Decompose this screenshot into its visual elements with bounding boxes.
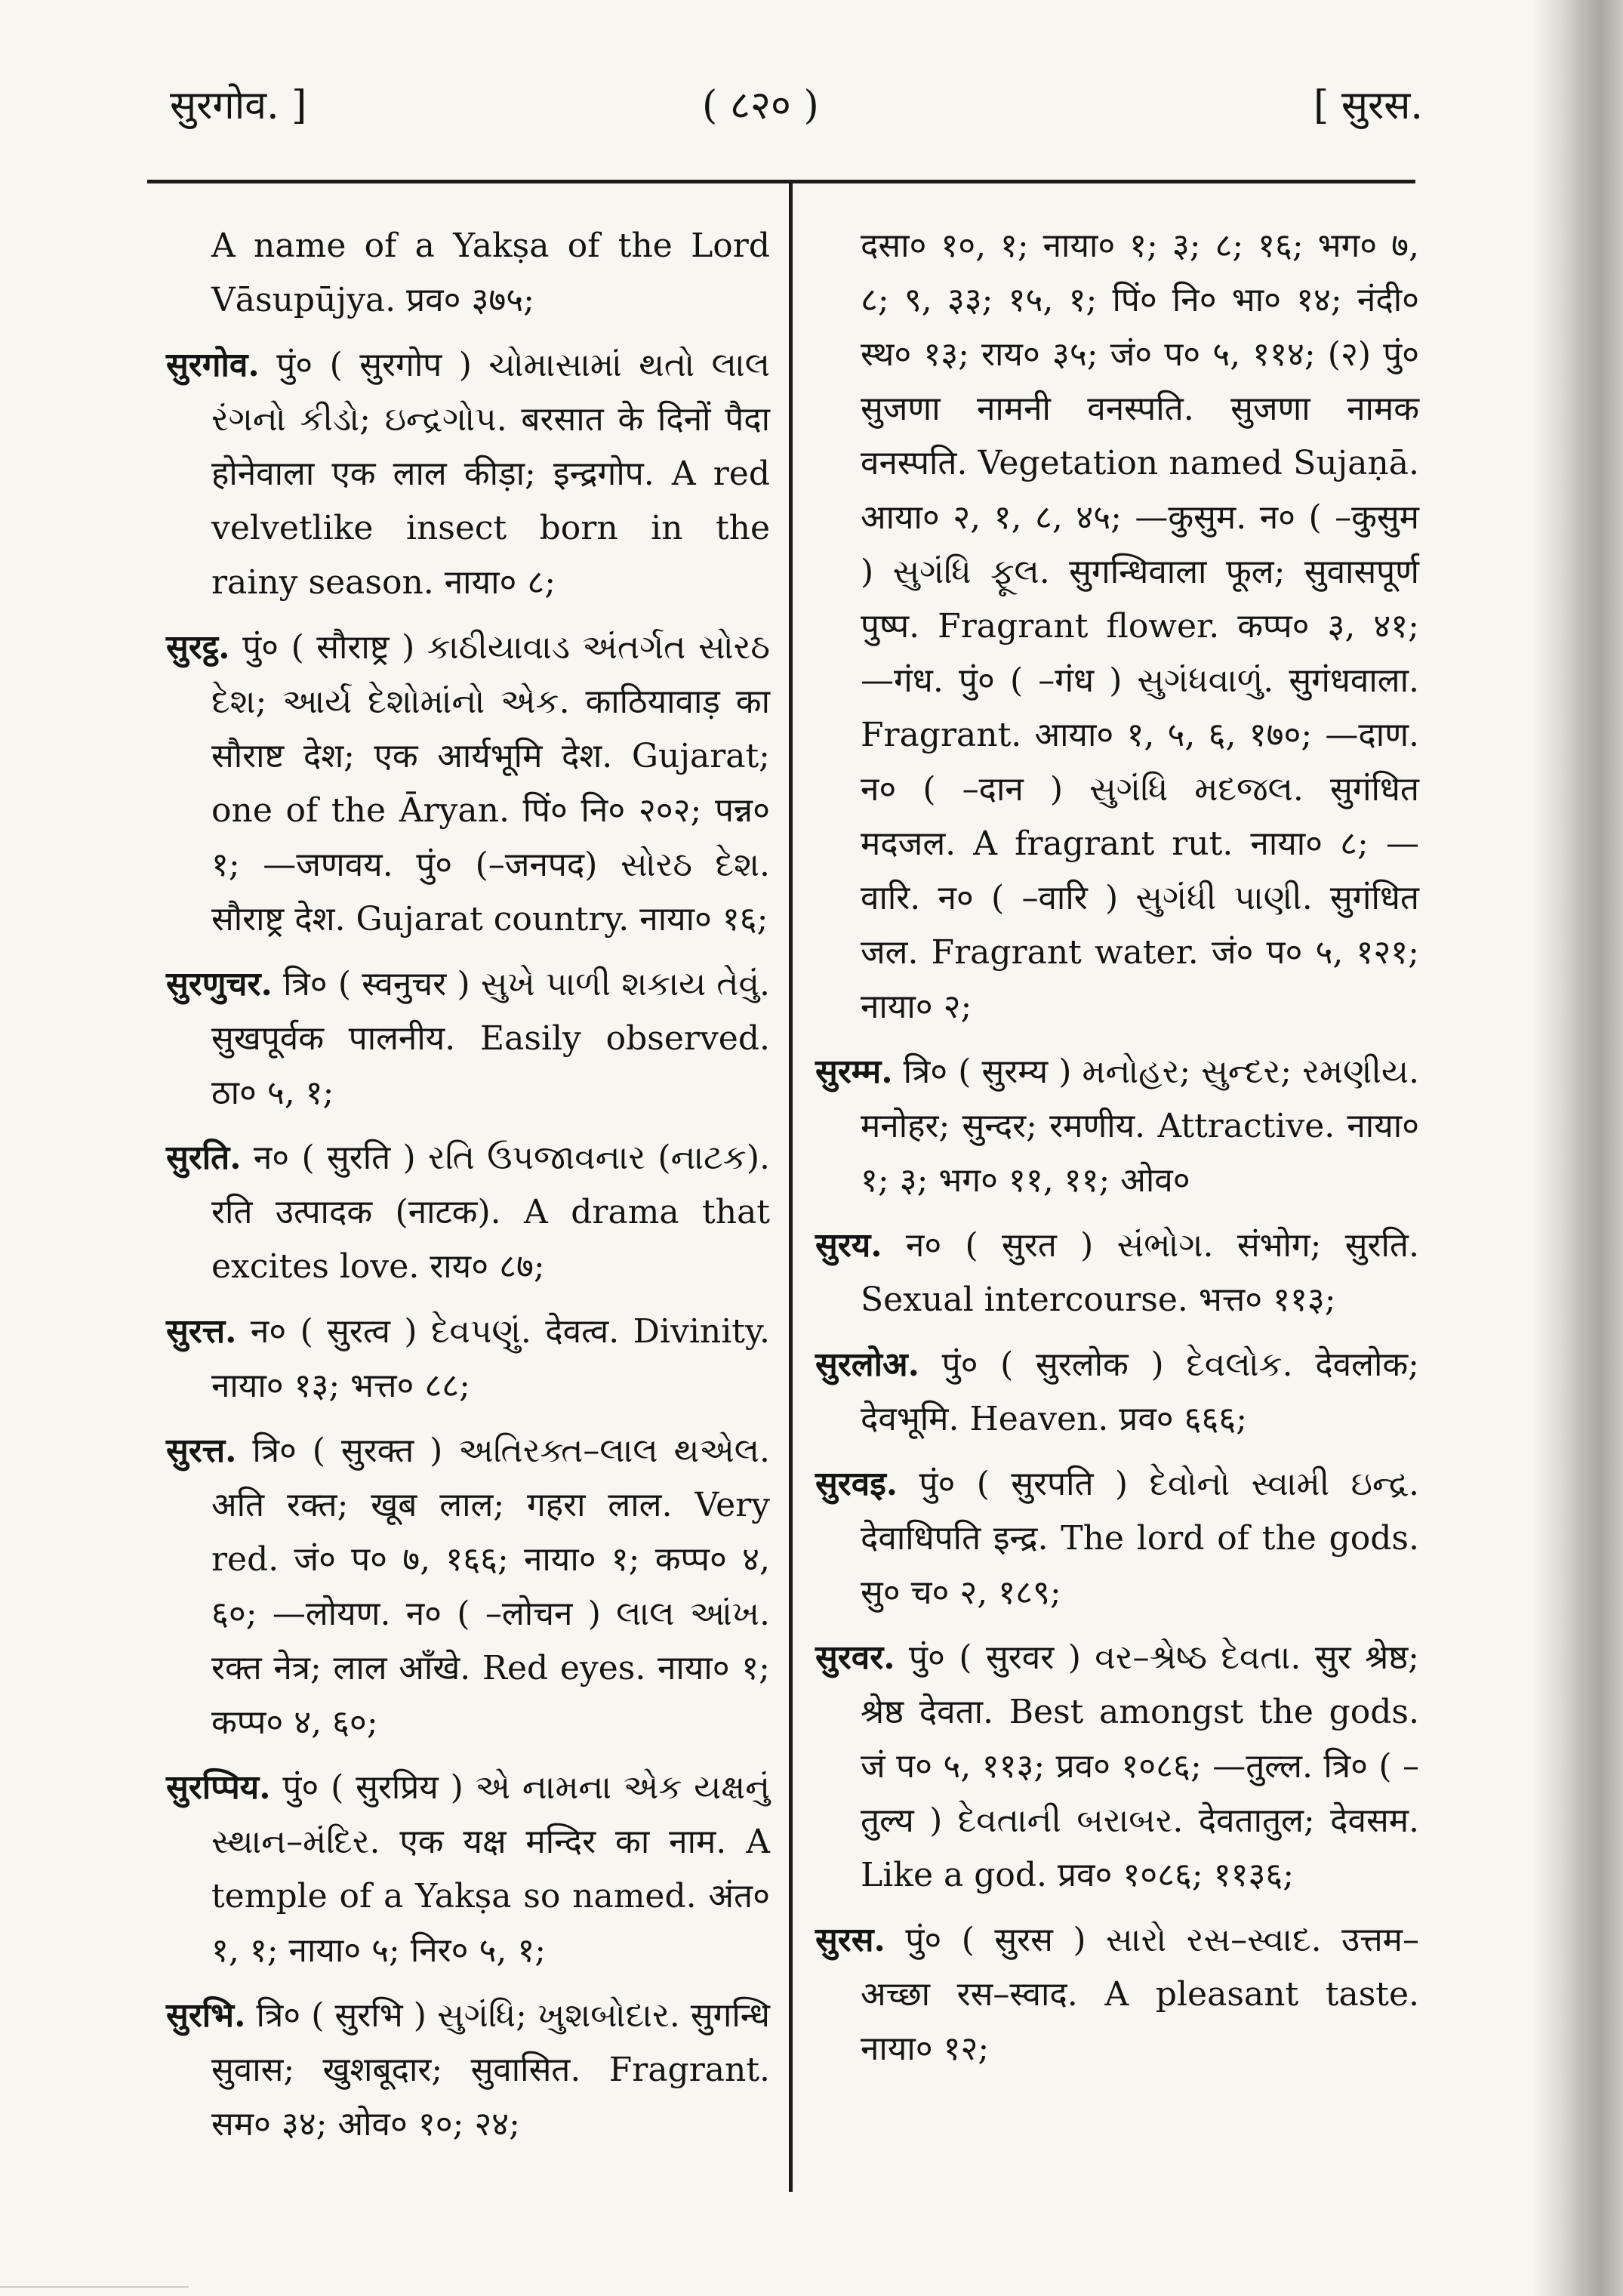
entry-body: त्रि० ( सुरक्त ) અતિરક્ત–લાલ થએલ. अति रक्त; खूब लाल; गहरा लाल. Very red. जं० प० ७, १६६; नाया० १; कप्प० ४, ६०; —लोयण. न० ( –लोचन ) લાલ આંખ. रक्त नेत्र; लाल आँखे. Red eyes. नाया० १; कप्प० ४, ६०;: [211, 1432, 770, 1742]
entry-body: न० ( सुरति ) રતિ ઉપજાવનાર (નાટક). रति उत्पादक (नाटक). A drama that excites love. राय० ८७;: [211, 1139, 770, 1286]
header-left-guide-word: सुरगोव. ]: [170, 83, 307, 128]
entry-headword: सुरय.: [815, 1226, 882, 1265]
dictionary-entry: [166, 1989, 770, 2152]
entry-body: A name of a Yakṣa of the Lord Vāsupūjya. प्रव० ३७५;: [211, 227, 770, 319]
dictionary-entry: [815, 1631, 1419, 1903]
dictionary-entry: [166, 219, 770, 328]
entry-body: त्रि० ( सुरम्य ) મનોહર; સુન્દર; રમણીય. मनोहर; सुन्दर; रमणीय. Attractive. नाया० १; ३; भग० ११, ११; ओव०: [861, 1052, 1419, 1200]
entry-headword: सुरवर.: [815, 1638, 895, 1677]
entry-body: पुं० ( सुरगोप ) ચોમાસામાં થતો લાલ રંગનો કીડો; ઇન્દ્રગોપ. बरसात के दिनों पैदा होनेवाला एक लाल कीड़ा; इन्द्रगोप. A red velvetlike insect born in the rainy season. नाया० ८;: [211, 346, 770, 602]
dictionary-entry: [815, 1219, 1419, 1327]
dictionary-entry: [166, 1424, 770, 1750]
scan-artifact-line: [0, 2286, 189, 2288]
page-number: ( ८२० ): [702, 83, 819, 128]
entry-body: पुं० ( सुरप्रिय ) એ નામના એક યક્ષનું સ્થાન–મંદિર. एक यक्ष मन्दिर का नाम. A temple of a Yakṣa so named. अंत० १, १; नाया० ५; निर० ५, १;: [211, 1768, 770, 1970]
dictionary-entry: [166, 1131, 770, 1294]
left-column: [166, 219, 770, 2162]
dictionary-entry: [166, 621, 770, 947]
right-column: [815, 219, 1419, 2087]
entry-headword: सुरभि.: [166, 1996, 246, 2035]
entry-headword: सुरणुचर.: [166, 965, 273, 1003]
dictionary-entry: [166, 338, 770, 610]
dictionary-entry: [815, 1913, 1419, 2076]
entry-headword: सुरट्ठ.: [166, 628, 230, 667]
entry-body: दसा० १०, १; नाया० १; ३; ८; १६; भग० ७, ८; ९, ३३; १५, १; पिं० नि० भा० १४; नंदी० स्थ० १३; राय० ३५; जं० प० ५, ११४; (२) पुं० सुजणा नामनी वनस्पति. सुजणा नामक वनस्पति. Vegetation named Sujaṇā. आया० २, १, ८, ४५; —कुसुम. न० ( –कुसुम ) સુગંધિ ફૂલ. सुगन्धिवाला फूल; सुवासपूर्ण पुष्प. Fragrant flower. कप्प० ३, ४१; —गंध. पुं० ( –गंध ) સુગંધવાળું. सुगंधवाला. Fragrant. आया० १, ५, ६, १७०; —दाण. न० ( –दान ) સુગંધિ મદજલ. सुगंधित मदजल. A fragrant rut. नाया० ८; —वारि. न० ( –वारि ) સુગંધી પાણી. सुगंधित जल. Fragrant water. जं० प० ५, १२१; नाया० २;: [861, 227, 1419, 1026]
entry-headword: सुरम्म.: [815, 1052, 893, 1091]
entry-body: पुं० ( सौराष्ट्र ) કાઠીયાવાડ અંતર્ગત સોરઠ દેશ; આર્ય દેશોમાંનો એક. काठियावाड़ का सौराष्ट देश; एक आर्यभूमि देश. Gujarat; one of the Āryan. पिं० नि० २०२; पन्न० १; —जणवय. पुं० (–जनपद) સોરઠ દેશ. सौराष्ट्र देश. Gujarat country. नाया० १६;: [211, 628, 770, 938]
entry-headword: सुरस.: [815, 1921, 885, 1959]
header-rule: [147, 180, 1415, 183]
entry-headword: सुरत्त.: [166, 1312, 237, 1351]
dictionary-entry: [166, 1761, 770, 1978]
entry-body: न० ( सुरत ) સંભોગ. संभोग; सुरति. Sexual intercourse. भत्त० ११३;: [861, 1226, 1419, 1319]
entry-headword: सुरत्त.: [166, 1432, 237, 1470]
entry-headword: सुरवइ.: [815, 1465, 898, 1503]
dictionary-entry: [815, 219, 1419, 1034]
dictionary-entry: [166, 957, 770, 1120]
entry-body: पुं० ( सुरपति ) દેવોનો સ્વામી ઇન્દ્ર. देवाधिपति इन्द्र. The lord of the gods. सु० च० २, १८९;: [861, 1465, 1419, 1612]
dictionary-entry: [815, 1457, 1419, 1620]
entry-headword: सुरलोअ.: [815, 1345, 919, 1384]
column-divider: [789, 183, 793, 2192]
entry-body: त्रि० ( सुरभि ) સુગંધિ; ખુશબોદાર. सुगन्धि सुवास; खुशबूदार; सुवासित. Fragrant. सम० ३४; ओव० १०; २४;: [211, 1996, 770, 2143]
dictionary-entry: [815, 1338, 1419, 1447]
entry-body: त्रि० ( स्वनुचर ) સુખે પાળી શકાય તેવું. सुखपूर्वक पालनीय. Easily observed. ठा० ५, १;: [211, 965, 770, 1112]
entry-body: पुं० ( सुरस ) સારો રસ–સ્વાદ. उत्तम–अच्छा रस–स्वाद. A pleasant taste. नाया० १२;: [861, 1921, 1419, 2068]
dictionary-entry: [815, 1045, 1419, 1208]
entry-body: पुं० ( सुरवर ) વર–શ્રેષ્ઠ દેવતા. सुर श्रेष्ठ; श्रेष्ठ देवता. Best amongst the gods. जं प० ५, ११३; प्रव० १०८६; —तुल्ल. त्रि० ( –तुल्य ) દેવતાની બરાબર. देवतातुल; देवसम. Like a god. प्रव० १०८६; ११३६;: [861, 1638, 1419, 1894]
entry-headword: सुरगोव.: [166, 346, 260, 384]
header-right-guide-word: [ सुरस.: [1313, 83, 1423, 128]
dictionary-entry: [166, 1305, 770, 1413]
entry-body: न० ( सुरत्व ) દેવપણું. देवत्व. Divinity. नाया० १३; भत्त० ८८;: [211, 1312, 770, 1405]
page-edge-shadow: [1532, 0, 1623, 2296]
entry-headword: सुरप्पिय.: [166, 1768, 271, 1807]
entry-body: पुं० ( सुरलोक ) દેવલોક. देवलोक; देवभूमि. Heaven. प्रव० ६६६;: [861, 1345, 1419, 1438]
entry-headword: सुरति.: [166, 1139, 242, 1177]
